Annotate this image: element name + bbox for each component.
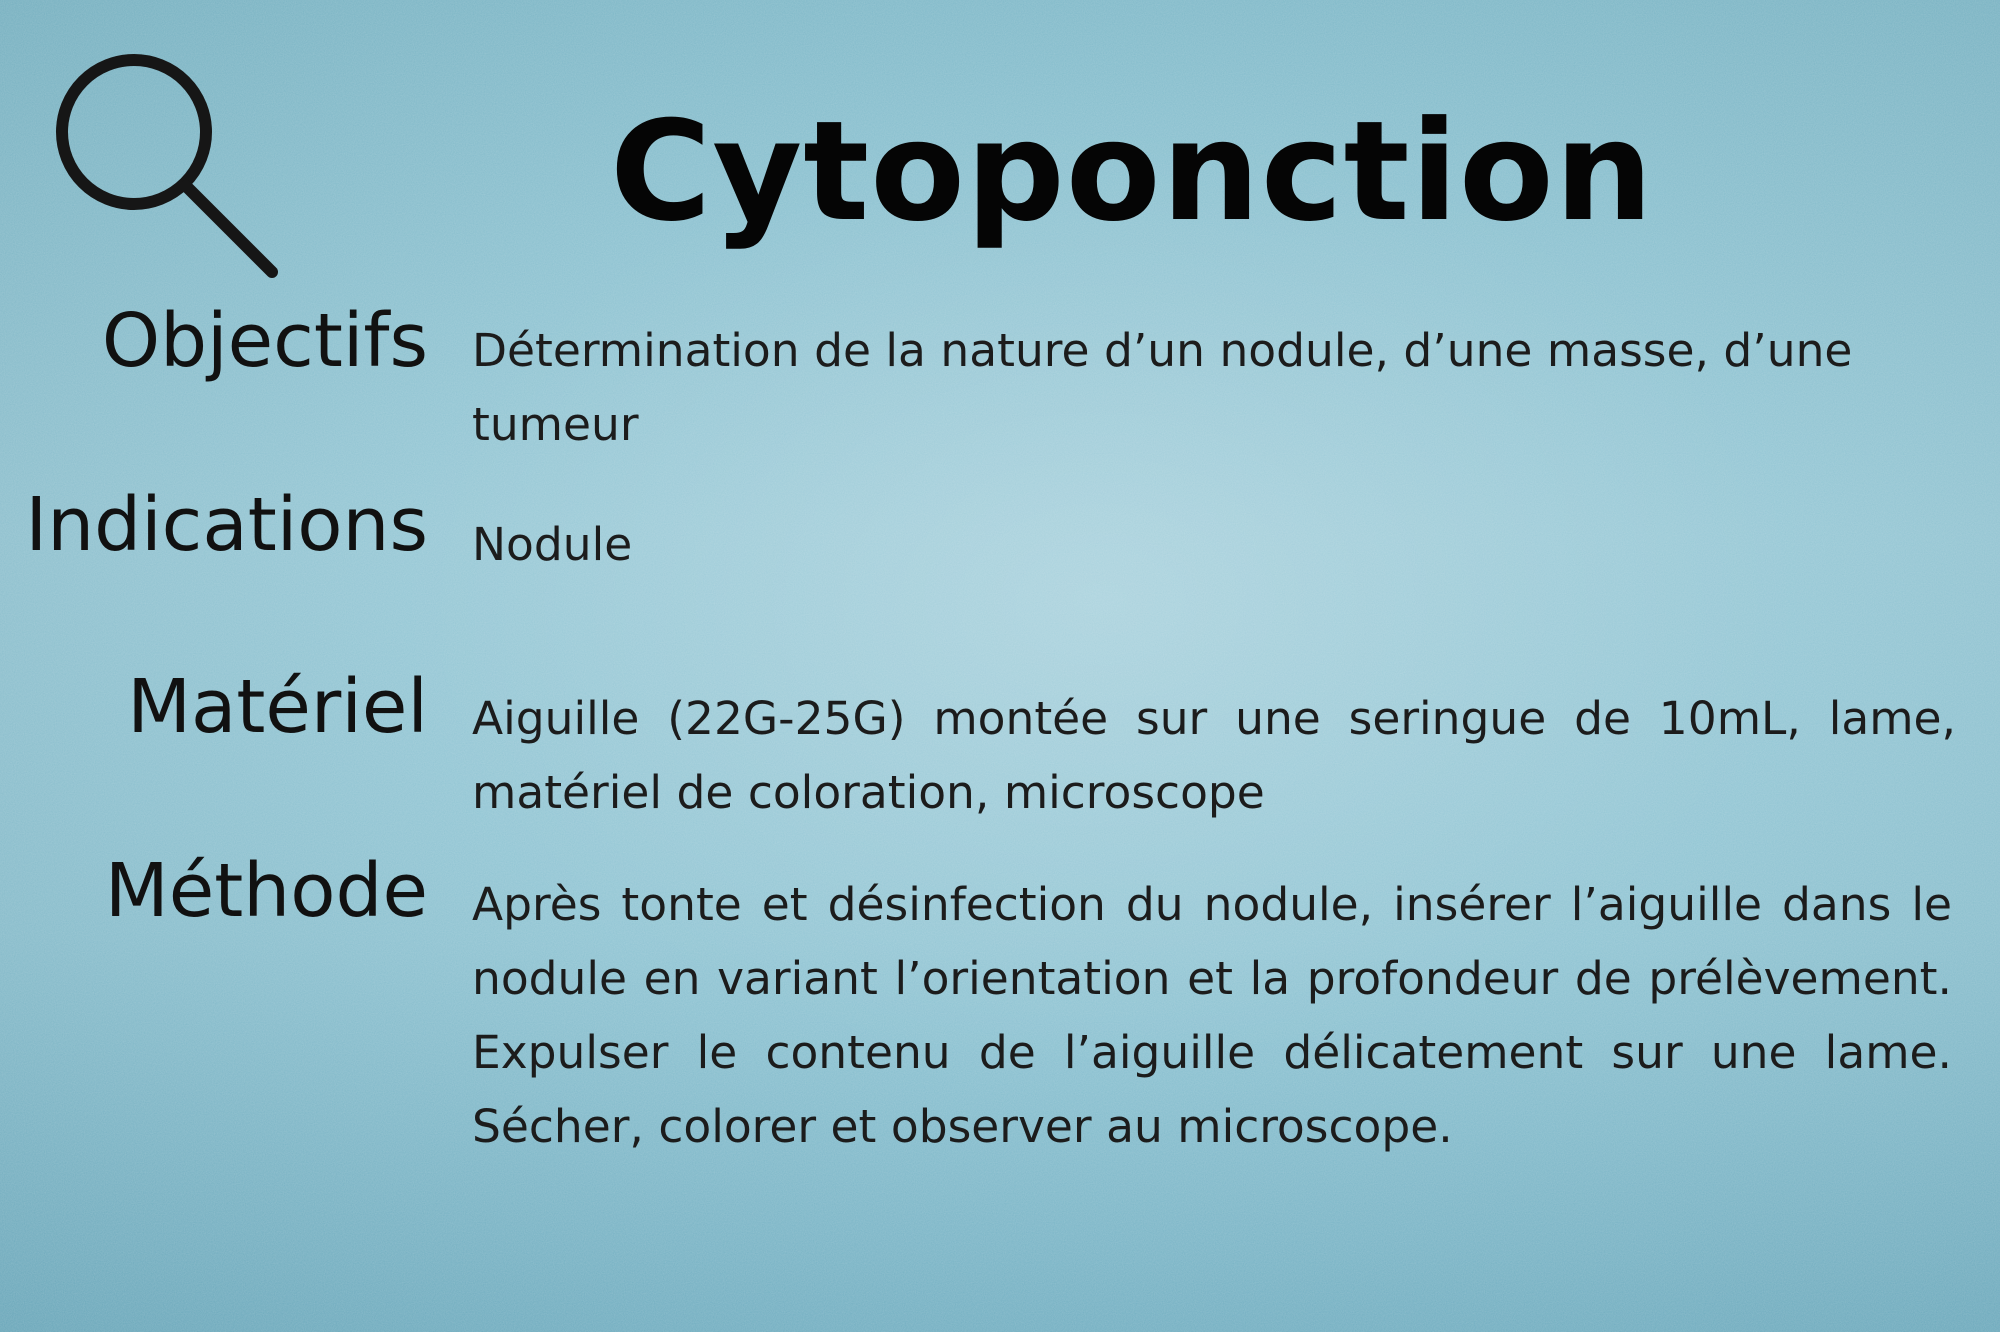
section-text-methode: Après tonte et désinfection du nodule, insérer l’aiguille dans le nodule en variant l’orientation et la profondeur de prélèvement. Expulser le contenu de l’aiguille délicatement sur une lame. Sécher, colorer et observer au microscope. [472,878,1952,1153]
section-label-objectifs: Objectifs [101,298,428,384]
section-text-objectifs: Détermination de la nature d’un nodule, d’une masse, d’une tumeur [472,324,1853,451]
section-label-methode: Méthode [104,848,428,934]
section-label-indications: Indications [25,482,428,568]
section-label-materiel: Matériel [127,664,428,750]
search-icon [50,48,290,288]
section-text-materiel: Aiguille (22G-25G) montée sur une seringue de 10mL, lame, matériel de coloration, microscope [472,692,1956,819]
section-text-indications: Nodule [472,518,633,571]
page-title: Cytoponction [610,91,1654,252]
